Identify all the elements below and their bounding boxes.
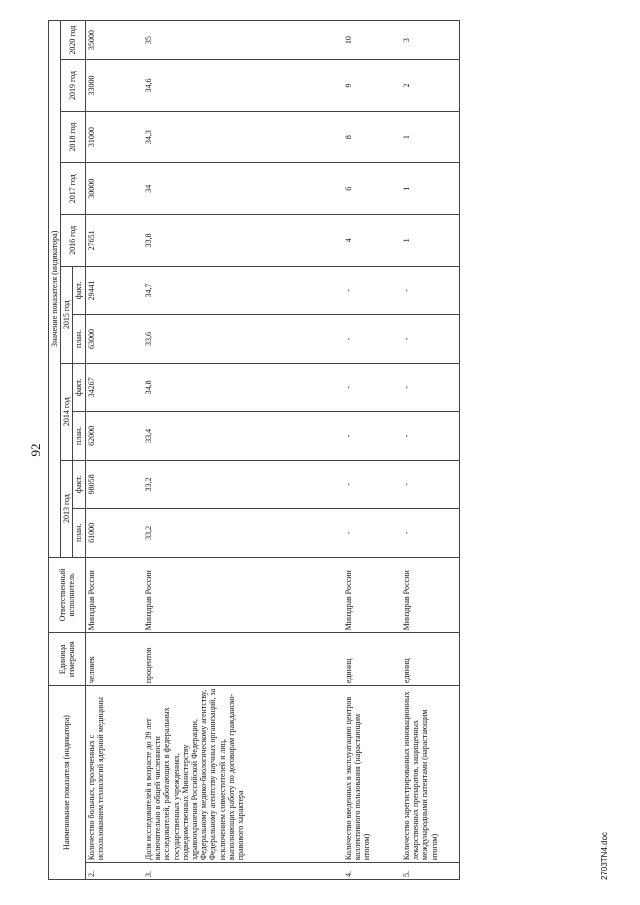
header-fact: факт.: [73, 266, 85, 314]
value-2015-plan: 33,6: [143, 315, 343, 363]
header-2016: 2016 год: [61, 215, 85, 267]
header-2019: 2019 год: [61, 60, 85, 112]
header-fact: факт.: [73, 363, 85, 411]
value-2013-plan: 61000: [85, 509, 143, 557]
page-number: 92: [28, 443, 43, 457]
value-2020: 10: [343, 21, 401, 60]
header-plan: план.: [73, 412, 85, 460]
value-2013-fact: -: [343, 460, 401, 508]
value-2018: 8: [343, 111, 401, 163]
row-executor: Минздрав России: [401, 557, 459, 633]
value-2014-plan: 33,4: [143, 412, 343, 460]
table-row: [143, 21, 343, 880]
value-2020: 35: [143, 21, 343, 60]
value-2013-plan: -: [343, 509, 401, 557]
table-row: [343, 21, 401, 880]
header-2020: 2020 год: [61, 21, 85, 60]
header-2013: 2013 год: [61, 460, 73, 557]
value-2015-fact: -: [343, 266, 401, 314]
row-name: Доля исследователей в возрасте до 39 лет включительно в общей численности исследователей, работающих в федеральных государственных учреждениях, подведомственных Министерству здравоохранения Российской Федерации, Федеральному медико-биологическому агентству, Федеральному агентству научных организаций, за исключением совместителей и лиц, выполняющих работу по договорам гражданско-правового характера: [143, 686, 343, 863]
row-executor: Минздрав России: [85, 557, 143, 633]
value-2018: 34,3: [143, 111, 343, 163]
value-2018: 31000: [85, 111, 143, 163]
value-2017: 30000: [85, 163, 143, 215]
row-name: Количество больных, пролеченных с использованием технологий ядерной медицины: [85, 686, 143, 863]
row-name: Количество введенных в эксплуатацию центров коллективного пользования (нарастающим итогом): [343, 686, 401, 863]
value-2014-fact: -: [401, 363, 459, 411]
row-number: 4.: [343, 863, 401, 880]
row-unit: процентов: [143, 633, 343, 686]
value-2013-plan: 33,2: [143, 509, 343, 557]
row-executor: Минздрав России: [343, 557, 401, 633]
header-values: Значение показателя (индикатора): [49, 21, 61, 558]
header-plan: план.: [73, 509, 85, 557]
table-row: [401, 21, 459, 880]
value-2014-fact: 34267: [85, 363, 143, 411]
value-2014-fact: -: [343, 363, 401, 411]
header-2015: 2015 год: [61, 266, 73, 363]
value-2013-fact: 98058: [85, 460, 143, 508]
footer-filename: 2703TN4.doc: [600, 831, 609, 880]
value-2019: 33000: [85, 60, 143, 112]
value-2016: 4: [343, 215, 401, 267]
value-2015-plan: -: [401, 315, 459, 363]
header-2018: 2018 год: [61, 111, 85, 163]
value-2014-plan: -: [343, 412, 401, 460]
header-fact: факт.: [73, 460, 85, 508]
value-2014-fact: 34,8: [143, 363, 343, 411]
header-2014: 2014 год: [61, 363, 73, 460]
value-2015-fact: 34,7: [143, 266, 343, 314]
row-name: Количество зарегистрированных инновационных лекарственных препаратов, защищенных международными патентами (нарастающим итогом): [401, 686, 459, 863]
header-2017: 2017 год: [61, 163, 85, 215]
header-unit: Единица измерения: [49, 633, 86, 686]
value-2016: 27651: [85, 215, 143, 267]
row-unit: единиц: [401, 633, 459, 686]
header-plan: план.: [73, 315, 85, 363]
value-2020: 3: [401, 21, 459, 60]
value-2018: 1: [401, 111, 459, 163]
value-2019: 2: [401, 60, 459, 112]
value-2017: 6: [343, 163, 401, 215]
value-2014-plan: 62000: [85, 412, 143, 460]
value-2017: 1: [401, 163, 459, 215]
table-row: [85, 21, 143, 880]
row-unit: человек: [85, 633, 143, 686]
row-executor: Минздрав России: [143, 557, 343, 633]
value-2019: 9: [343, 60, 401, 112]
row-number: 5.: [401, 863, 459, 880]
value-2015-plan: 63000: [85, 315, 143, 363]
value-2020: 35000: [85, 21, 143, 60]
value-2019: 34,6: [143, 60, 343, 112]
row-number: 3.: [143, 863, 343, 880]
row-unit: единиц: [343, 633, 401, 686]
value-2016: 33,8: [143, 215, 343, 267]
value-2015-fact: 29441: [85, 266, 143, 314]
value-2016: 1: [401, 215, 459, 267]
value-2013-plan: -: [401, 509, 459, 557]
value-2015-fact: -: [401, 266, 459, 314]
value-2014-plan: -: [401, 412, 459, 460]
rotated-page: [24, 20, 624, 880]
row-number: 2.: [85, 863, 143, 880]
value-2015-plan: -: [343, 315, 401, 363]
header-executor: Ответственный исполнитель: [49, 557, 86, 633]
value-2013-fact: 33,2: [143, 460, 343, 508]
value-2013-fact: -: [401, 460, 459, 508]
indicators-table: [48, 20, 460, 880]
value-2017: 34: [143, 163, 343, 215]
header-name: Наименование показателя (индикатора): [49, 686, 86, 880]
